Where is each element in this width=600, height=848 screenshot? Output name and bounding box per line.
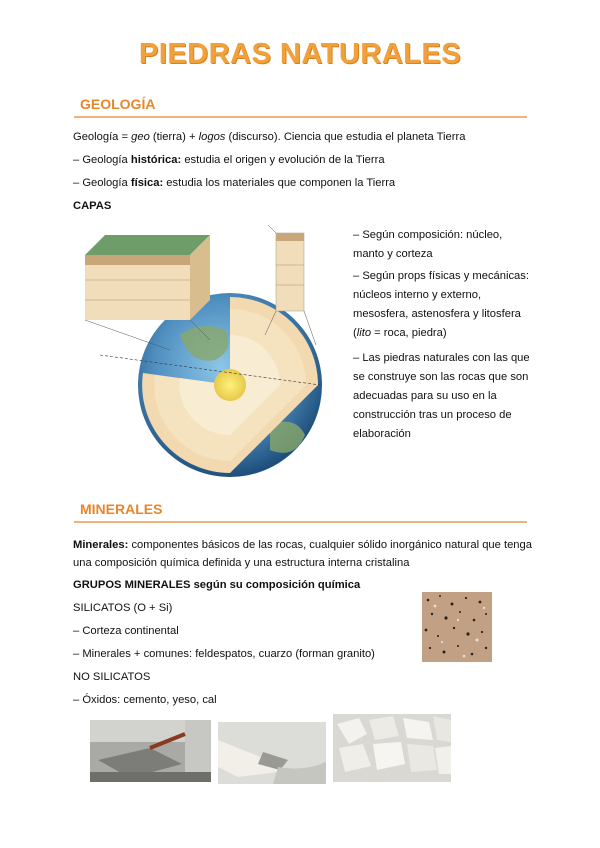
grupos-heading: GRUPOS MINERALES según su composición química (73, 579, 361, 591)
plaster-hand-photo (218, 722, 326, 784)
capas-note-composicion: – Según composición: núcleo, manto y corteza (353, 229, 503, 260)
geologia-historica: – Geología histórica: estudia el origen y evolución de la Tierra (73, 154, 385, 166)
capas-notes (353, 226, 533, 447)
silicatos-label: SILICATOS (O + Si) (73, 602, 173, 614)
capas-note-props: – Según props físicas y mecánicas: núcleos interno y externo, mesosfera, astenosfera y litosfera (lito = roca, piedra) (353, 270, 529, 339)
section-heading-geologia: GEOLOGÍA (80, 96, 156, 112)
earth-layers-diagram (80, 225, 342, 477)
section-divider (74, 116, 527, 118)
page-title: PIEDRAS NATURALES (138, 38, 462, 70)
granite-image (422, 592, 492, 662)
cement-trowel-photo (90, 720, 211, 782)
minerales-definition: Minerales: componentes básicos de las rocas, cualquier sólido inorgánico natural que tenga una composición química definida y una estructura interna cristalina (73, 539, 532, 569)
section-heading-minerales: MINERALES (80, 501, 163, 517)
oxidos-item: – Óxidos: cemento, yeso, cal (73, 694, 217, 706)
comunes-item: – Minerales + comunes: feldespatos, cuarzo (forman granito) (73, 648, 375, 660)
lime-rocks-photo (333, 714, 451, 782)
corteza-item: – Corteza continental (73, 625, 179, 637)
geologia-fisica: – Geología física: estudia los materiales que componen la Tierra (73, 177, 396, 189)
no-silicatos-label: NO SILICATOS (73, 671, 151, 683)
section-divider (74, 521, 527, 523)
geologia-definition: Geología = geo (tierra) + logos (discurso). Ciencia que estudia el planeta Tierra (73, 131, 466, 143)
capas-label: CAPAS (73, 200, 112, 212)
capas-note-piedras: – Las piedras naturales con las que se construye son las rocas que son adecuadas para su uso en la construcción tras un proceso de elaboración (353, 352, 530, 440)
